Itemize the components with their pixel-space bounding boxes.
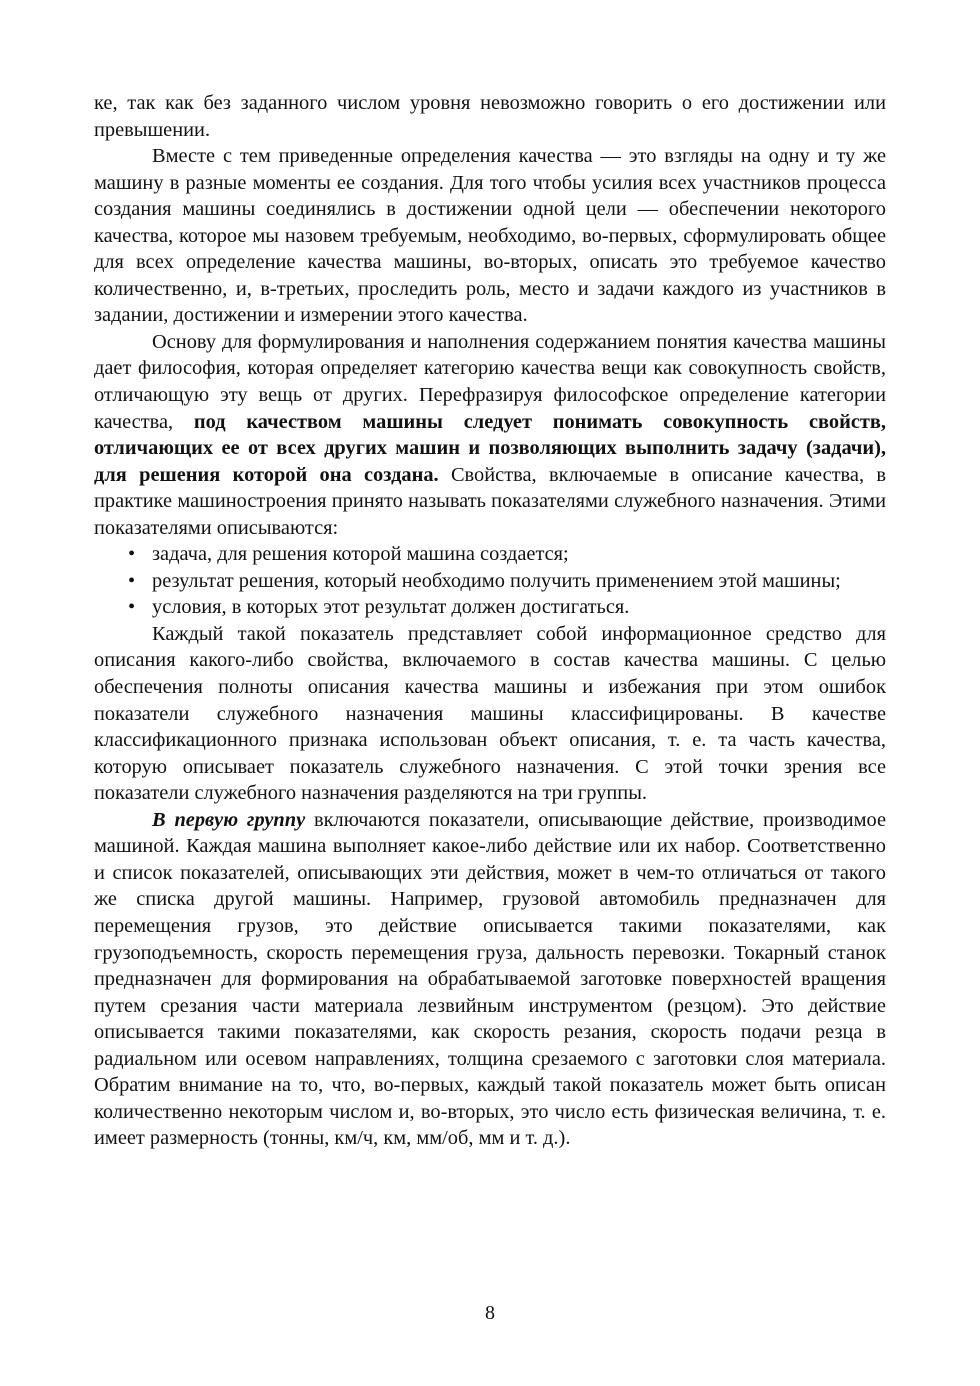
indicator-list [94, 541, 886, 621]
list-item-text: задача, для решения которой машина создается; [152, 543, 569, 566]
definition-bold-text: под качеством машины следует понимать совокупность свойств, отличающих ее от всех других машин и позволяющих выполнить задачу (задачи), для решения которой она создана. [94, 410, 886, 486]
first-group-emphasis: В первую группу [152, 808, 306, 831]
list-item-text: результат решения, который необходимо получить применением этой машины; [152, 569, 841, 592]
definition-tail-text: Свойства, включаемые в описание качества, в практике машиностроения принято называть показателями служебного назначения. Этими показателями описываются: [94, 463, 886, 539]
paragraph-quality-views: Вместе с тем приведенные определения качества — это взгляды на одну и ту же машину в разные моменты ее создания. Для того чтобы усилия всех участников процесса создания машины соединялись в достижении одной цели — обеспечении некоторого качества, которое мы назовем требуемым, необходимо, во-первых, сформулировать общее для всех определение качества машины, во-вторых, описать это требуемое качество количественно, и, в-третьих, проследить роль, место и задачи каждого из участников в задании, достижении и измерении этого качества. [94, 145, 886, 327]
bullet-icon: • [128, 543, 136, 566]
list-item [94, 568, 886, 595]
first-group-text: включаются показатели, описывающие действие, производимое машиной. Каждая машина выполняет какое-либо действие или их набор. Соответственно и список показателей, описывающих эти действия, может в чем-то отличаться от такого же списка другой машины. Например, грузовой автомобиль предназначен для перемещения грузов, это действие описывается такими показателями, как грузоподъемность, скорость перемещения груза, дальность перевозки. Токарный станок предназначен для формирования на обрабатываемой заготовке поверхностей вращения путем срезания части материала лезвийным инструментом (резцом). Это действие описывается такими показателями, как скорость резания, скорость подачи резца в радиальном или осевом направлениях, толщина срезаемого с заготовки слоя материала. Обратим внимание на то, что, во-первых, каждый такой показатель может быть описан количественно некоторым числом и, во-вторых, это число есть физическая величина, т. е. имеет размерность (тонны, км/ч, км, мм/об, мм и т. д.). [94, 808, 886, 1150]
page-number: 8 [485, 1302, 495, 1324]
list-item [94, 594, 886, 621]
list-item-text: условия, в которых этот результат должен достигаться. [152, 596, 630, 619]
list-item [94, 541, 886, 568]
paragraph-quality-definition [94, 329, 886, 541]
paragraph-classification: Каждый такой показатель представляет собой информационное средство для описания какого-либо свойства, включаемого в состав качества машины. С целью обеспечения полноты описания качества машины и избежания при этом ошибок показатели служебного назначения машины классифицированы. В качестве классификационного признака использован объект описания, т. е. та часть качества, которую описывает показатель служебного назначения. С этой точки зрения все показатели служебного назначения разделяются на три группы. [94, 622, 886, 805]
paragraph-continuation: ке, так как без заданного числом уровня невозможно говорить о его достижении или превышении. [94, 92, 886, 141]
definition-lead-text: Основу для формулирования и наполнения содержанием понятия качества машины дает философия, которая определяет категорию качества вещи как совокупность свойств, отличающую эту вещь от других. Перефразируя философское определение категории качества, [94, 330, 886, 433]
page-body [94, 90, 886, 1152]
bullet-icon: • [128, 596, 136, 619]
paragraph-first-group [94, 807, 886, 1152]
bullet-icon: • [128, 569, 136, 592]
